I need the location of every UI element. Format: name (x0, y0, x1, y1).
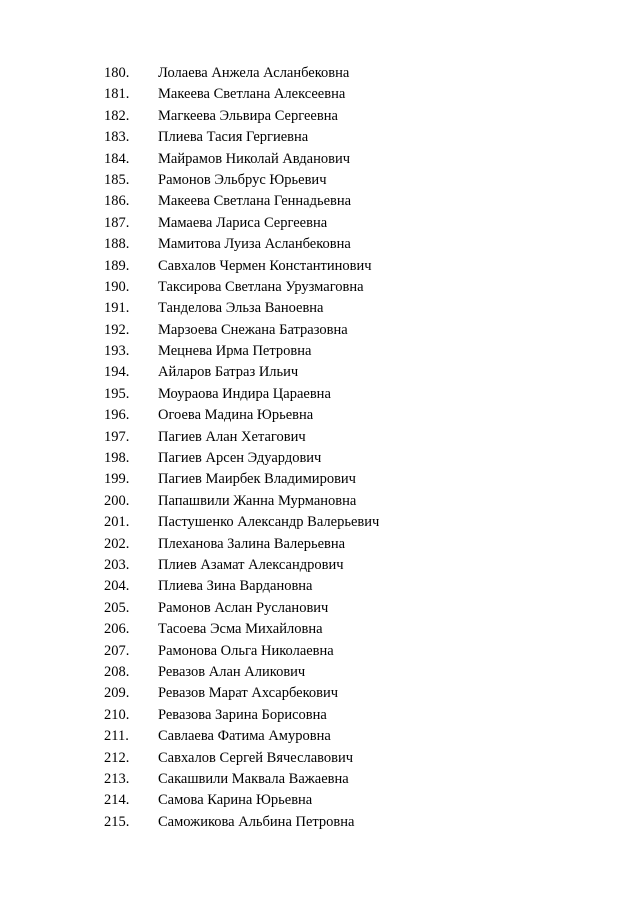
entry-number: 196. (104, 407, 130, 424)
entry-number: 215. (104, 813, 130, 830)
entry-full-name: Папашвили Жанна Мурмановна (158, 492, 357, 509)
entry-full-name: Айларов Батраз Ильич (158, 364, 299, 381)
list-item (0, 491, 640, 512)
entry-number: 199. (104, 471, 130, 488)
entry-full-name: Мамитова Луиза Асланбековна (158, 236, 351, 253)
entry-full-name: Мамаева Лариса Сергеевна (158, 214, 328, 231)
entry-full-name: Пагиев Маирбек Владимирович (158, 471, 356, 488)
entry-full-name: Пагиев Арсен Эдуардович (158, 450, 322, 467)
entry-full-name: Ревазов Алан Аликович (158, 663, 306, 680)
entry-number: 197. (104, 428, 130, 445)
entry-full-name: Савхалов Сергей Вячеславович (158, 749, 354, 766)
entry-full-name: Магкеева Эльвира Сергеевна (158, 107, 338, 124)
list-item (0, 234, 640, 255)
list-item (0, 320, 640, 341)
entry-number: 214. (104, 792, 130, 809)
entry-number: 207. (104, 642, 130, 659)
entry-number: 191. (104, 300, 130, 317)
list-item (0, 534, 640, 555)
list-item (0, 84, 640, 105)
entry-full-name: Плиев Азамат Александрович (158, 556, 344, 573)
entry-number: 187. (104, 214, 130, 231)
entry-number: 206. (104, 621, 130, 638)
entry-number: 184. (104, 150, 130, 167)
list-item (0, 748, 640, 769)
list-item (0, 384, 640, 405)
list-item (0, 598, 640, 619)
entry-full-name: Савхалов Чермен Константинович (158, 257, 372, 274)
entry-number: 211. (104, 728, 129, 745)
entry-number: 209. (104, 685, 130, 702)
list-item (0, 790, 640, 811)
entry-full-name: Макеева Светлана Алексеевна (158, 86, 346, 103)
entry-full-name: Пастушенко Александр Валерьевич (158, 514, 380, 531)
entry-full-name: Плиева Тасия Гергиевна (158, 129, 309, 146)
entry-full-name: Таксирова Светлана Урузмаговна (158, 278, 364, 295)
entry-full-name: Танделова Эльза Ваноевна (158, 300, 324, 317)
entry-number: 190. (104, 278, 130, 295)
entry-full-name: Макеева Светлана Геннадьевна (158, 193, 352, 210)
list-item (0, 277, 640, 298)
entry-full-name: Марзоева Снежана Батразовна (158, 321, 348, 338)
list-item (0, 641, 640, 662)
entry-full-name: Мецнева Ирма Петровна (158, 343, 312, 360)
entry-full-name: Моураова Индира Цараевна (158, 385, 331, 402)
list-item (0, 149, 640, 170)
list-item (0, 191, 640, 212)
entry-number: 213. (104, 770, 130, 787)
entry-full-name: Ревазов Марат Ахсарбекович (158, 685, 339, 702)
entry-number: 212. (104, 749, 130, 766)
list-item (0, 341, 640, 362)
entry-full-name: Самова Карина Юрьевна (158, 792, 313, 809)
list-item (0, 448, 640, 469)
list-item (0, 576, 640, 597)
entry-number: 192. (104, 321, 130, 338)
entry-full-name: Майрамов Николай Авданович (158, 150, 351, 167)
list-item (0, 256, 640, 277)
entry-full-name: Рамонов Аслан Русланович (158, 599, 329, 616)
entry-full-name: Тасоева Эсма Михайловна (158, 621, 323, 638)
entry-number: 201. (104, 514, 130, 531)
entry-number: 180. (104, 65, 130, 81)
entry-full-name: Савлаева Фатима Амуровна (158, 728, 331, 745)
list-item (0, 170, 640, 191)
list-item (0, 662, 640, 683)
entry-full-name: Огоева Мадина Юрьевна (158, 407, 314, 424)
entry-number: 208. (104, 663, 130, 680)
entry-number: 188. (104, 236, 130, 253)
list-item (0, 362, 640, 383)
entry-number: 202. (104, 535, 130, 552)
entry-full-name: Лолаева Анжела Асланбековна (158, 65, 350, 81)
list-item (0, 298, 640, 319)
name-list (0, 63, 640, 833)
entry-number: 194. (104, 364, 130, 381)
list-item (0, 213, 640, 234)
entry-number: 200. (104, 492, 130, 509)
entry-full-name: Пагиев Алан Хетагович (158, 428, 306, 445)
entry-number: 189. (104, 257, 130, 274)
entry-full-name: Ревазова Зарина Борисовна (158, 706, 327, 723)
entry-number: 204. (104, 578, 130, 595)
entry-full-name: Сакашвили Маквала Важаевна (158, 770, 349, 787)
entry-number: 198. (104, 450, 130, 467)
entry-number: 183. (104, 129, 130, 146)
list-item (0, 427, 640, 448)
list-item (0, 555, 640, 576)
entry-number: 210. (104, 706, 130, 723)
entry-full-name: Саможикова Альбина Петровна (158, 813, 355, 830)
entry-full-name: Плиева Зина Вардановна (158, 578, 313, 595)
entry-number: 205. (104, 599, 130, 616)
list-item (0, 683, 640, 704)
entry-full-name: Плеханова Залина Валерьевна (158, 535, 346, 552)
entry-number: 185. (104, 171, 130, 188)
list-item (0, 726, 640, 747)
list-item (0, 469, 640, 490)
list-item (0, 127, 640, 148)
list-item (0, 619, 640, 640)
entry-number: 203. (104, 556, 130, 573)
list-item (0, 106, 640, 127)
entry-number: 193. (104, 343, 130, 360)
entry-full-name: Рамонов Эльбрус Юрьевич (158, 171, 327, 188)
list-item (0, 63, 640, 84)
list-item (0, 405, 640, 426)
list-item (0, 705, 640, 726)
entry-number: 186. (104, 193, 130, 210)
list-item (0, 812, 640, 833)
list-item (0, 512, 640, 533)
entry-number: 182. (104, 107, 130, 124)
entry-number: 195. (104, 385, 130, 402)
entry-full-name: Рамонова Ольга Николаевна (158, 642, 334, 659)
list-item (0, 769, 640, 790)
entry-number: 181. (104, 86, 130, 103)
